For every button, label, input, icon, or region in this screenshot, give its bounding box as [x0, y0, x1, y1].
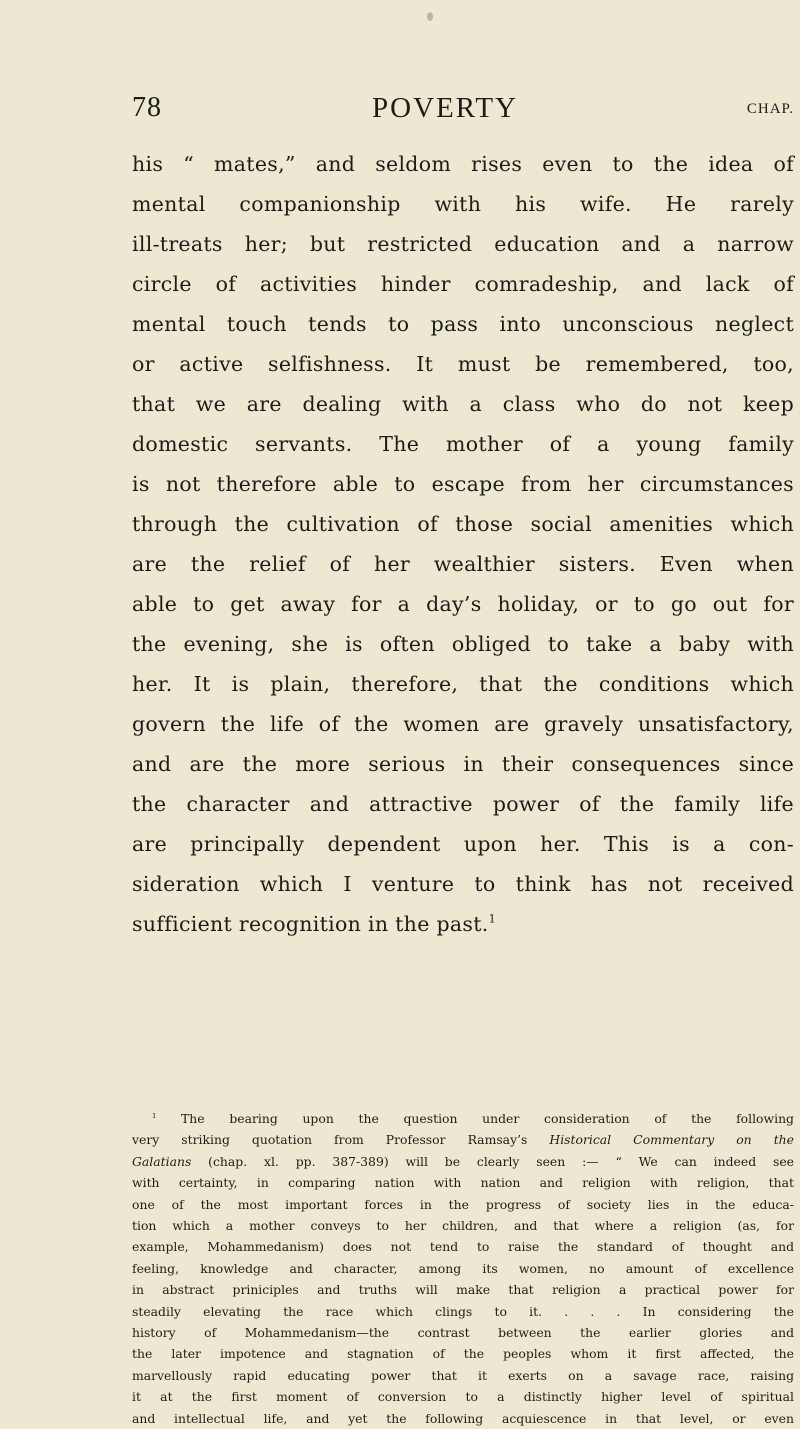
footnote-text: (chap. xl. pp. 387-389) will be clearly seen :— “ We can indeed see: [191, 1153, 794, 1169]
body-line: is not therefore able to escape from her circumstances: [132, 472, 794, 496]
footnote-reference: 1: [488, 912, 497, 926]
body-line: that we are dealing with a class who do not keep: [132, 392, 794, 416]
book-title: Galatians: [132, 1153, 192, 1169]
body-line-last: [132, 904, 794, 944]
body-line: mental companionship with his wife. He rarely: [132, 192, 794, 216]
body-line: ill-treats her; but restricted education and a narrow: [132, 232, 794, 256]
footnote-line: steadily elevating the race which clings to it. . . . In considering the: [132, 1303, 794, 1319]
footnote-line: example, Mohammedanism) does not tend to raise the standard of thought and: [132, 1239, 794, 1255]
footnote-line: marvellously rapid educating power that it exerts on a savage race, raising: [132, 1367, 794, 1383]
footnote-line: and intellectual life, and yet the following acquiescence in that level, or even: [132, 1410, 794, 1426]
page-header: [132, 92, 794, 132]
body-last-text: sufficient recognition in the past.: [132, 912, 489, 936]
body-line: govern the life of the women are gravely unsatisfactory,: [132, 712, 794, 736]
body-line: or active selfishness. It must be remembered, too,: [132, 352, 794, 376]
footnote-marker: 1: [152, 1111, 157, 1120]
body-text: [132, 144, 794, 944]
footnote-line: one of the most important forces in the progress of society lies in the educa-: [132, 1196, 794, 1212]
paper-speck: [427, 12, 433, 21]
body-line: the evening, she is often obliged to take a baby with: [132, 632, 794, 656]
body-line: sideration which I venture to think has not received: [132, 872, 794, 896]
body-line: are principally dependent upon her. This is a con-: [132, 832, 794, 856]
footnote-line: [132, 1129, 794, 1150]
page-number: 78: [132, 92, 162, 123]
footnote: [132, 1108, 794, 1429]
footnote-text: The bearing upon the question under consideration of the following: [181, 1111, 794, 1126]
running-title: POVERTY: [372, 92, 518, 124]
body-line: domestic servants. The mother of a young family: [132, 432, 794, 456]
body-line: the character and attractive power of the family life: [132, 792, 794, 816]
body-line: through the cultivation of those social amenities which: [132, 512, 794, 536]
book-title: Historical Commentary on the: [549, 1132, 794, 1148]
body-line: able to get away for a day’s holiday, or to go out for: [132, 592, 794, 616]
footnote-line: the later impotence and stagnation of the peoples whom it first affected, the: [132, 1346, 794, 1362]
footnote-line: [132, 1108, 794, 1129]
body-line: mental touch tends to pass into unconscious neglect: [132, 312, 794, 336]
body-line: her. It is plain, therefore, that the conditions which: [132, 672, 794, 696]
footnote-line: tion which a mother conveys to her children, and that where a religion (as, for: [132, 1218, 794, 1234]
footnote-line: with certainty, in comparing nation with nation and religion with religion, that: [132, 1175, 794, 1191]
body-line: circle of activities hinder comradeship, and lack of: [132, 272, 794, 296]
footnote-line: in abstract priniciples and truths will make that religion a practical power for: [132, 1282, 794, 1298]
body-line: his “ mates,” and seldom rises even to the idea of: [132, 152, 794, 176]
body-line: are the relief of her wealthier sisters. Even when: [132, 552, 794, 576]
chapter-mark: CHAP.: [746, 101, 794, 117]
footnote-text: very striking quotation from Professor Ramsay’s: [132, 1132, 550, 1148]
footnote-line: feeling, knowledge and character, among its women, no amount of excellence: [132, 1260, 794, 1276]
footnote-line: [132, 1151, 794, 1172]
footnote-line: it at the first moment of conversion to a distinctly higher level of spiritual: [132, 1389, 794, 1405]
body-line: and are the more serious in their consequences since: [132, 752, 794, 776]
footnote-line: history of Mohammedanism—the contrast between the earlier glories and: [132, 1325, 794, 1341]
